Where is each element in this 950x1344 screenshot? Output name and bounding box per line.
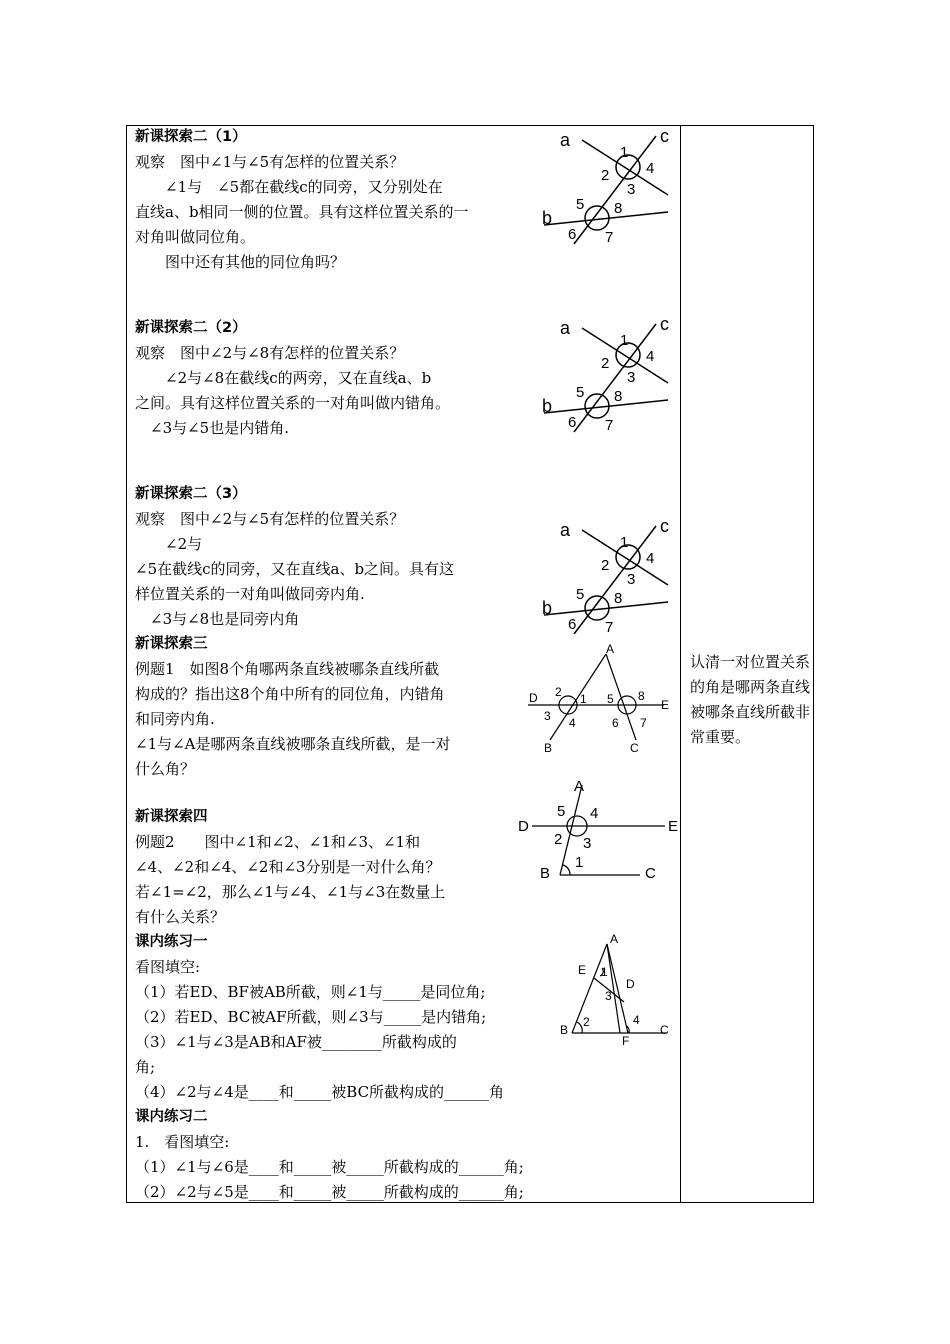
- svg-text:4: 4: [646, 348, 655, 365]
- sec6-line: 角;: [135, 1058, 156, 1076]
- svg-text:c: c: [660, 516, 669, 536]
- svg-text:3: 3: [627, 571, 636, 588]
- sec3-heading: 新课探索二（3）: [135, 486, 247, 502]
- svg-text:D: D: [529, 691, 538, 705]
- svg-text:C: C: [630, 741, 639, 755]
- svg-text:7: 7: [605, 417, 614, 434]
- svg-text:1: 1: [620, 332, 629, 349]
- svg-text:3: 3: [544, 709, 551, 723]
- sec7-heading: 课内练习二: [135, 1109, 208, 1125]
- sec1-line: ∠1与 ∠5都在截线c的同旁，又分别处在: [135, 178, 443, 196]
- svg-text:8: 8: [638, 689, 645, 703]
- svg-text:A: A: [610, 932, 619, 946]
- svg-text:D: D: [518, 818, 529, 835]
- sec5-line: 例题2 图中∠1和∠2、∠1和∠3、∠1和: [135, 833, 421, 851]
- sec1-line: 对角叫做同位角。: [135, 228, 256, 246]
- sec7-line: （2）∠2与∠5是____和_____被_____所截构成的______角;: [135, 1183, 524, 1201]
- svg-text:5: 5: [576, 586, 585, 603]
- svg-text:3: 3: [627, 369, 636, 386]
- figure-transversal-2: [530, 308, 690, 438]
- sec2-line: 之间。具有这样位置关系的一对角叫做内错角。: [135, 394, 451, 412]
- svg-text:E: E: [668, 818, 679, 835]
- svg-text:4: 4: [633, 1013, 640, 1027]
- svg-text:1: 1: [620, 534, 629, 551]
- sec4-line: 例题1 如图8个角哪两条直线被哪条直线所截: [135, 660, 440, 678]
- sec3-line: ∠2与: [135, 535, 203, 553]
- svg-text:2: 2: [601, 557, 610, 574]
- sec4-line: ∠1与∠A是哪两条直线被哪条直线所截，是一对: [135, 735, 451, 753]
- svg-text:4: 4: [646, 550, 655, 567]
- teacher-note: 认清一对位置关系的角是哪两条直线被哪条直线所截非常重要。: [690, 653, 811, 746]
- svg-text:2: 2: [601, 167, 610, 184]
- svg-text:2: 2: [554, 831, 563, 848]
- svg-text:a: a: [560, 318, 571, 338]
- svg-text:8: 8: [614, 388, 623, 405]
- svg-text:b: b: [542, 396, 553, 416]
- svg-text:3: 3: [627, 181, 636, 198]
- sec3-line: 样位置关系的一对角叫做同旁内角.: [135, 585, 365, 603]
- svg-text:6: 6: [568, 414, 577, 431]
- svg-text:2: 2: [583, 1015, 590, 1029]
- sec5-line: 有什么关系？: [135, 908, 226, 926]
- svg-text:E: E: [661, 698, 670, 712]
- sec1-line: 直线a、b相同一侧的位置。具有这样位置关系的一: [135, 203, 469, 221]
- svg-text:B: B: [560, 1023, 569, 1037]
- sec3-line: ∠5在截线c的同旁，又在直线a、b之间。具有这: [135, 560, 455, 578]
- sec2-line: ∠2与∠8在截线c的两旁，又在直线a、b: [135, 369, 432, 387]
- svg-text:A: A: [606, 642, 615, 656]
- sec6-heading: 课内练习一: [135, 934, 208, 950]
- svg-text:C: C: [645, 865, 656, 882]
- sec1-heading: 新课探索二（1）: [135, 129, 247, 145]
- svg-text:8: 8: [614, 590, 623, 607]
- label-b: b: [542, 208, 553, 228]
- sec4-line: 和同旁内角.: [135, 710, 215, 728]
- svg-text:3: 3: [605, 989, 612, 1003]
- svg-text:6: 6: [568, 616, 577, 633]
- svg-text:3: 3: [583, 835, 592, 852]
- sec6-line: （3）∠1与∠3是AB和AF被________所截构成的: [135, 1033, 457, 1051]
- svg-text:7: 7: [605, 229, 614, 246]
- label-a: a: [560, 130, 571, 150]
- svg-text:B: B: [544, 741, 553, 755]
- svg-text:B: B: [540, 865, 551, 882]
- svg-text:C: C: [660, 1023, 669, 1037]
- svg-text:2: 2: [555, 685, 562, 699]
- svg-text:6: 6: [568, 226, 577, 243]
- sec5-line: 若∠1=∠2，那么∠1与∠4、∠1与∠3在数量上: [135, 883, 446, 901]
- sec6-line: （1）若ED、BF被AB所截，则∠1与_____是同位角;: [135, 983, 486, 1001]
- svg-text:1: 1: [620, 144, 629, 161]
- label-c: c: [660, 126, 669, 146]
- sec2-line: 观察 图中∠2与∠8有怎样的位置关系？: [135, 344, 405, 362]
- figure-transversal-1: [530, 120, 690, 250]
- svg-text:5: 5: [607, 692, 614, 706]
- sec7-line: （1）∠1与∠6是____和_____被_____所截构成的______角;: [135, 1158, 524, 1176]
- sec5-heading: 新课探索四: [135, 809, 208, 825]
- figure-example-2: [512, 775, 687, 885]
- figure-example-1: [524, 640, 680, 755]
- sec4-heading: 新课探索三: [135, 636, 208, 652]
- svg-text:E: E: [578, 963, 587, 977]
- svg-text:1: 1: [601, 965, 608, 979]
- svg-text:4: 4: [590, 805, 599, 822]
- svg-text:7: 7: [605, 619, 614, 636]
- svg-text:5: 5: [576, 384, 585, 401]
- sec6-line: 看图填空:: [135, 958, 201, 976]
- svg-text:1: 1: [575, 854, 584, 871]
- sec4-line: 什么角？: [135, 760, 196, 778]
- svg-text:6: 6: [612, 716, 619, 730]
- sec4-line: 构成的？指出这8个角中所有的同位角，内错角: [135, 685, 445, 703]
- sec1-line: 图中还有其他的同位角吗？: [135, 253, 346, 271]
- figure-practice-1: [556, 928, 680, 1046]
- column-divider: [680, 125, 681, 1203]
- sec6-line: （4）∠2与∠4是____和_____被BC所截构成的______角: [135, 1083, 505, 1101]
- svg-text:a: a: [560, 520, 571, 540]
- sec6-line: （2）若ED、BC被AF所截，则∠3与_____是内错角;: [135, 1008, 487, 1026]
- svg-text:2: 2: [601, 355, 610, 372]
- svg-text:4: 4: [646, 160, 655, 177]
- sec3-line: 观察 图中∠2与∠5有怎样的位置关系？: [135, 510, 405, 528]
- svg-text:8: 8: [614, 200, 623, 217]
- svg-text:7: 7: [640, 716, 647, 730]
- sec5-line: ∠4、∠2和∠4、∠2和∠3分别是一对什么角？: [135, 858, 441, 876]
- sec3-line: ∠3与∠8也是同旁内角: [135, 610, 300, 628]
- sec7-line: 1. 看图填空:: [135, 1133, 230, 1151]
- sec1-line: 观察 图中∠1与∠5有怎样的位置关系？: [135, 153, 405, 171]
- svg-text:F: F: [622, 1034, 630, 1046]
- sec2-heading: 新课探索二（2）: [135, 320, 247, 336]
- svg-text:A: A: [574, 778, 585, 795]
- svg-text:1: 1: [580, 692, 587, 706]
- figure-transversal-3: [530, 510, 690, 640]
- sec2-line: ∠3与∠5也是内错角.: [135, 419, 289, 437]
- svg-text:c: c: [660, 314, 669, 334]
- svg-text:5: 5: [576, 196, 585, 213]
- svg-text:D: D: [626, 977, 635, 991]
- svg-text:4: 4: [569, 716, 576, 730]
- svg-text:5: 5: [557, 803, 566, 820]
- svg-text:b: b: [542, 598, 553, 618]
